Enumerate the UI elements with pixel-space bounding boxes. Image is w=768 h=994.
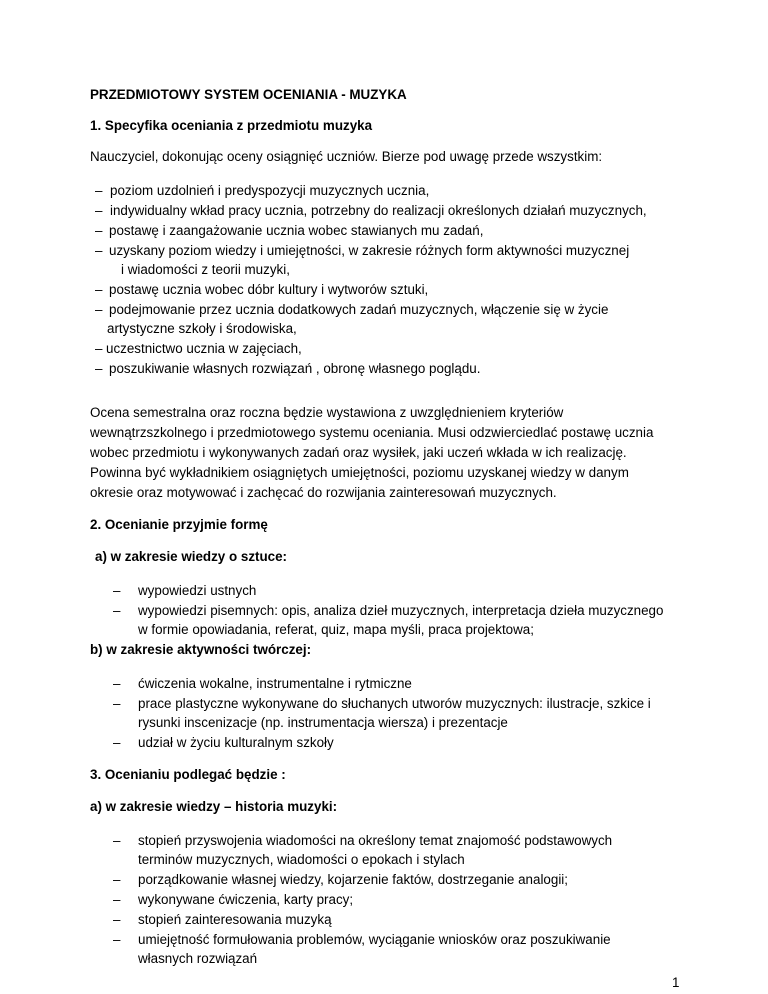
list-bullet: –	[113, 696, 121, 711]
list-item: stopień przyswojenia wiadomości na określony temat znajomość podstawowych	[138, 833, 613, 848]
list-item: indywidualny wkład pracy ucznia, potrzebny do realizacji określonych działań muzycznych,	[110, 203, 647, 218]
section-3-heading: 3. Ocenianiu podlegać będzie :	[90, 767, 286, 782]
list-bullet: –	[95, 203, 103, 218]
section-2-heading: 2. Ocenianie przyjmie formę	[90, 517, 268, 532]
paragraph-line: Ocena semestralna oraz roczna będzie wystawiona z uwzględnieniem kryteriów	[90, 405, 564, 420]
list-item: prace plastyczne wykonywane do słuchanych utworów muzycznych: ilustracje, szkice i	[138, 696, 651, 711]
section-1-intro: Nauczyciel, dokonując oceny osiągnięć uczniów. Bierze pod uwagę przede wszystkim:	[90, 149, 603, 164]
list-bullet: –	[95, 183, 103, 198]
list-bullet: –	[113, 872, 121, 887]
list-item: wypowiedzi ustnych	[138, 583, 257, 598]
list-item: uczestnictwo ucznia w zajęciach,	[106, 341, 302, 356]
list-item: postawę i zaangażowanie ucznia wobec stawianych mu zadań,	[109, 223, 484, 238]
list-bullet: –	[95, 302, 103, 317]
list-item-continuation: rysunki inscenizacje (np. instrumentacja wiersza) i prezentacje	[138, 715, 508, 730]
list-bullet: –	[113, 603, 121, 618]
list-bullet: –	[95, 223, 103, 238]
section-2-subheading-b: b) w zakresie aktywności twórczej:	[90, 642, 312, 657]
page-number: 1	[672, 975, 680, 990]
list-bullet: –	[113, 583, 121, 598]
list-item-continuation: w formie opowiadania, referat, quiz, mapa myśli, praca projektowa;	[138, 622, 534, 637]
list-item: postawę ucznia wobec dóbr kultury i wytworów sztuki,	[109, 282, 429, 297]
list-item: poszukiwanie własnych rozwiązań , obronę własnego poglądu.	[109, 361, 481, 376]
list-item: wypowiedzi pisemnych: opis, analiza dzieł muzycznych, interpretacja dzieła muzycznego	[138, 603, 664, 618]
section-1-heading: 1. Specyfika oceniania z przedmiotu muzyka	[90, 118, 373, 133]
section-2-subheading-a: a) w zakresie wiedzy o sztuce:	[95, 549, 288, 564]
list-bullet: –	[113, 735, 121, 750]
list-item: uzyskany poziom wiedzy i umiejętności, w zakresie różnych form aktywności muzycznej	[109, 243, 630, 258]
list-bullet: –	[113, 833, 121, 848]
list-bullet: –	[95, 282, 103, 297]
list-bullet: –	[113, 892, 121, 907]
list-item: wykonywane ćwiczenia, karty pracy;	[138, 892, 354, 907]
list-item: podejmowanie przez ucznia dodatkowych zadań muzycznych, włączenie się w życie	[109, 302, 609, 317]
paragraph-line: okresie oraz motywować i zachęcać do rozwijania zainteresowań muzycznych.	[90, 485, 557, 500]
list-item: udział w życiu kulturalnym szkoły	[138, 735, 334, 750]
list-item: ćwiczenia wokalne, instrumentalne i rytmiczne	[138, 676, 412, 691]
paragraph-line: wewnątrzszkolnego i przedmiotowego systemu oceniania. Musi odzwierciedlać postawę ucznia	[90, 425, 654, 440]
list-item-continuation: terminów muzycznych, wiadomości o epokach i stylach	[138, 852, 465, 867]
document-title: PRZEDMIOTOWY SYSTEM OCENIANIA - MUZYKA	[90, 87, 407, 102]
list-item-continuation: i wiadomości z teorii muzyki,	[121, 262, 290, 277]
list-item-continuation: własnych rozwiązań	[138, 951, 258, 966]
paragraph-line: Powinna być wykładnikiem osiągniętych umiejętności, poziomu uzyskanej wiedzy w danym	[90, 465, 629, 480]
list-bullet: –	[113, 912, 121, 927]
list-bullet: –	[113, 932, 121, 947]
list-item: porządkowanie własnej wiedzy, kojarzenie faktów, dostrzeganie analogii;	[138, 872, 568, 887]
list-bullet: –	[113, 676, 121, 691]
section-3-subheading-a: a) w zakresie wiedzy – historia muzyki:	[90, 799, 338, 814]
paragraph-line: wobec przedmiotu i wykonywanych zadań oraz wysiłek, jaki uczeń wkłada w ich realizację.	[90, 445, 627, 460]
list-item: stopień zainteresowania muzyką	[138, 912, 332, 927]
list-item: poziom uzdolnień i predyspozycji muzycznych ucznia,	[110, 183, 430, 198]
list-item-continuation: artystyczne szkoły i środowiska,	[107, 321, 297, 336]
list-bullet: –	[95, 243, 103, 258]
list-bullet: –	[95, 361, 103, 376]
list-item: umiejętność formułowania problemów, wyciąganie wniosków oraz poszukiwanie	[138, 932, 611, 947]
list-bullet: –	[95, 341, 103, 356]
